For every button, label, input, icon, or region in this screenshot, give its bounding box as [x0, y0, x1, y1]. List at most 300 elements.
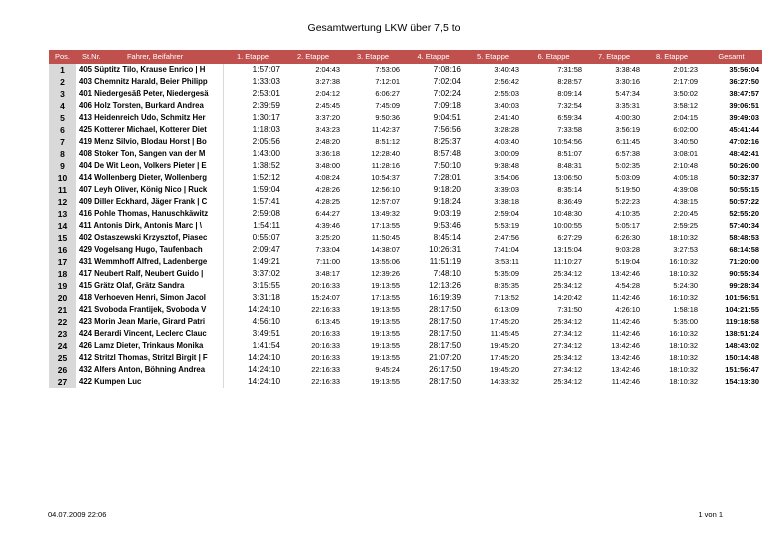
cell-total: 35:56:04 [729, 65, 759, 74]
cell-stage-8: 5:24:30 [673, 281, 698, 290]
cell-pos: 2 [49, 76, 76, 88]
cell-stage-7: 11:42:46 [611, 377, 640, 386]
cell-pos: 12 [49, 196, 76, 208]
cell-total: 90:55:34 [729, 269, 759, 278]
cell-stage-4: 9:04:51 [433, 113, 461, 122]
cell-stage-1: 2:39:59 [252, 101, 280, 110]
cell-stage-1: 1:43:00 [252, 149, 280, 158]
cell-driver: 406 Holz Torsten, Burkard Andrea [76, 100, 223, 112]
cell-stage-3: 10:54:37 [371, 173, 400, 182]
cell-stage-5: 2:47:56 [494, 233, 519, 242]
cell-stage-7: 13:42:46 [611, 341, 640, 350]
cell-stage-2: 20:16:33 [311, 353, 340, 362]
cell-stage-5: 5:35:09 [494, 269, 519, 278]
table-row [49, 340, 762, 352]
cell-total: 150:14:48 [725, 353, 759, 362]
cell-stage-2: 3:27:38 [315, 77, 340, 86]
header-stage-4: 4. Etappe [403, 50, 464, 64]
cell-stage-3: 13:49:32 [371, 209, 400, 218]
cell-pos: 16 [49, 244, 76, 256]
cell-stage-1: 1:52:12 [252, 173, 280, 182]
cell-stage-3: 12:57:07 [371, 197, 400, 206]
cell-stage-4: 7:02:24 [433, 89, 461, 98]
cell-stage-6: 8:09:14 [557, 89, 582, 98]
cell-stage-8: 3:40:50 [673, 137, 698, 146]
cell-driver: 431 Wemmhoff Alfred, Ladenberge [76, 256, 223, 268]
cell-driver: 412 Stritzl Thomas, Stritzl Birgit | F [76, 352, 223, 364]
cell-driver: 423 Morin Jean Marie, Girard Patri [76, 316, 223, 328]
header-stage-5: 5. Etappe [464, 50, 522, 64]
cell-stage-5: 2:56:42 [494, 77, 519, 86]
cell-stage-8: 1:58:18 [673, 305, 698, 314]
cell-driver: 407 Leyh Oliver, König Nico | Ruck [76, 184, 223, 196]
cell-stage-7: 3:35:31 [615, 101, 640, 110]
cell-stage-4: 11:51:19 [429, 257, 461, 266]
cell-stage-8: 3:27:53 [673, 245, 698, 254]
cell-stage-3: 13:55:06 [371, 257, 400, 266]
cell-stage-3: 7:45:09 [375, 101, 400, 110]
cell-stage-6: 8:48:31 [557, 161, 582, 170]
cell-stage-2: 15:24:07 [311, 293, 340, 302]
cell-stage-7: 6:11:45 [615, 137, 640, 146]
cell-stage-4: 7:56:56 [433, 125, 461, 134]
cell-stage-8: 16:10:32 [669, 257, 698, 266]
cell-stage-4: 8:45:14 [433, 233, 461, 242]
cell-stage-5: 8:35:35 [494, 281, 519, 290]
cell-total: 119:18:58 [725, 317, 759, 326]
cell-stage-7: 4:26:10 [615, 305, 640, 314]
cell-stage-1: 1:49:21 [252, 257, 280, 266]
cell-driver: 414 Wollenberg Dieter, Wollenberg [76, 172, 223, 184]
cell-stage-1: 1:57:07 [252, 65, 280, 74]
cell-total: 39:06:51 [729, 101, 759, 110]
cell-pos: 10 [49, 172, 76, 184]
cell-stage-5: 6:13:09 [494, 305, 519, 314]
cell-stage-3: 19:13:55 [371, 341, 400, 350]
cell-stage-2: 2:48:20 [315, 137, 340, 146]
cell-stage-1: 1:30:17 [252, 113, 280, 122]
cell-stage-4: 28:17:50 [429, 329, 461, 338]
table-header-row [49, 50, 762, 64]
cell-stage-7: 5:19:04 [615, 257, 640, 266]
cell-stage-6: 6:59:34 [557, 113, 582, 122]
cell-total: 154:13:30 [725, 377, 759, 386]
table-row [49, 232, 762, 244]
table-row [49, 148, 762, 160]
cell-stage-2: 2:45:45 [315, 101, 340, 110]
cell-stage-4: 28:17:50 [429, 377, 461, 386]
cell-stage-1: 1:41:54 [252, 341, 280, 350]
cell-stage-6: 8:36:49 [557, 197, 582, 206]
table-row [49, 280, 762, 292]
table-row [49, 352, 762, 364]
cell-total: 50:32:37 [729, 173, 759, 182]
cell-total: 104:21:55 [725, 305, 759, 314]
cell-total: 39:49:03 [729, 113, 759, 122]
cell-stage-3: 19:13:55 [371, 377, 400, 386]
cell-driver: 413 Heidenreich Udo, Schmitz Her [76, 112, 223, 124]
cell-stage-3: 11:42:37 [371, 125, 400, 134]
header-stage-7: 7. Etappe [585, 50, 643, 64]
header-stage-3: 3. Etappe [343, 50, 403, 64]
cell-stage-8: 18:10:32 [669, 377, 698, 386]
cell-stage-3: 12:28:40 [371, 149, 400, 158]
cell-stage-6: 7:31:50 [557, 305, 582, 314]
cell-driver: 408 Stoker Ton, Sangen van der M [76, 148, 223, 160]
cell-stage-6: 25:34:12 [553, 353, 582, 362]
cell-stage-7: 6:57:38 [615, 149, 640, 158]
cell-stage-3: 19:13:55 [371, 305, 400, 314]
cell-total: 101:56:51 [725, 293, 759, 302]
cell-stage-2: 2:04:43 [315, 65, 340, 74]
table-row [49, 304, 762, 316]
cell-stage-8: 18:10:32 [669, 365, 698, 374]
cell-stage-3: 14:38:07 [371, 245, 400, 254]
cell-stage-1: 4:56:10 [252, 317, 280, 326]
cell-stage-3: 19:13:55 [371, 329, 400, 338]
cell-stage-4: 7:50:10 [433, 161, 461, 170]
footer-date: 04.07.2009 22:06 [48, 510, 107, 519]
cell-stage-4: 7:02:04 [433, 77, 461, 86]
cell-stage-7: 3:38:48 [615, 65, 640, 74]
cell-stage-2: 6:44:27 [315, 209, 340, 218]
cell-stage-3: 12:56:10 [371, 185, 400, 194]
cell-stage-6: 6:27:29 [557, 233, 582, 242]
cell-stage-3: 19:13:55 [371, 317, 400, 326]
cell-stage-6: 8:28:57 [557, 77, 582, 86]
cell-driver: 429 Vogelsang Hugo, Taufenbach [76, 244, 223, 256]
cell-pos: 27 [49, 376, 76, 388]
cell-stage-1: 1:59:04 [252, 185, 280, 194]
cell-stage-2: 3:36:18 [315, 149, 340, 158]
cell-stage-3: 17:13:55 [371, 221, 400, 230]
cell-stage-2: 22:16:33 [311, 305, 340, 314]
header-stage-6: 6. Etappe [522, 50, 585, 64]
cell-total: 47:02:16 [729, 137, 759, 146]
cell-pos: 6 [49, 124, 76, 136]
cell-stage-4: 9:18:24 [433, 197, 461, 206]
cell-driver: 402 Ostaszewski Krzysztof, Piasec [76, 232, 223, 244]
cell-driver: 422 Kumpen Luc [76, 376, 223, 388]
table-row [49, 76, 762, 88]
table-row [49, 64, 762, 76]
cell-stage-8: 18:10:32 [669, 353, 698, 362]
cell-stage-8: 6:02:00 [673, 125, 698, 134]
cell-stage-7: 4:10:35 [615, 209, 640, 218]
cell-pos: 8 [49, 148, 76, 160]
cell-stage-2: 20:16:33 [311, 341, 340, 350]
table-row [49, 124, 762, 136]
cell-pos: 22 [49, 316, 76, 328]
cell-stage-5: 4:03:40 [494, 137, 519, 146]
cell-stage-2: 3:48:00 [315, 161, 340, 170]
table-row [49, 256, 762, 268]
cell-driver: 432 Alfers Anton, Böhning Andrea [76, 364, 223, 376]
cell-driver: 409 Diller Eckhard, Jäger Frank | C [76, 196, 223, 208]
table-row [49, 316, 762, 328]
cell-total: 138:51:24 [725, 329, 759, 338]
cell-total: 68:14:58 [729, 245, 759, 254]
cell-stage-7: 5:19:50 [615, 185, 640, 194]
cell-total: 45:41:44 [729, 125, 759, 134]
cell-pos: 5 [49, 112, 76, 124]
cell-stage-1: 3:31:18 [252, 293, 280, 302]
cell-stage-7: 6:26:30 [615, 233, 640, 242]
cell-driver: 417 Neubert Ralf, Neubert Guido | [76, 268, 223, 280]
table-row [49, 364, 762, 376]
cell-stage-2: 6:13:45 [315, 317, 340, 326]
cell-total: 148:43:02 [725, 341, 759, 350]
cell-stage-5: 2:41:40 [494, 113, 519, 122]
table-row [49, 208, 762, 220]
cell-stage-3: 12:39:26 [371, 269, 400, 278]
cell-stage-5: 7:13:52 [494, 293, 519, 302]
cell-stage-4: 26:17:50 [429, 365, 461, 374]
cell-stage-6: 25:34:12 [553, 269, 582, 278]
cell-stage-5: 7:41:04 [494, 245, 519, 254]
cell-stage-4: 9:03:19 [433, 209, 461, 218]
cell-stage-1: 14:24:10 [248, 377, 280, 386]
table-row [49, 268, 762, 280]
cell-stage-6: 11:10:27 [553, 257, 582, 266]
cell-total: 48:42:41 [729, 149, 759, 158]
cell-pos: 15 [49, 232, 76, 244]
cell-total: 36:27:50 [729, 77, 759, 86]
cell-stage-4: 7:08:16 [433, 65, 461, 74]
cell-pos: 23 [49, 328, 76, 340]
cell-stage-1: 2:59:08 [252, 209, 280, 218]
cell-stage-5: 9:38:48 [494, 161, 519, 170]
cell-stage-3: 9:50:36 [375, 113, 400, 122]
cell-pos: 24 [49, 340, 76, 352]
cell-stage-6: 8:51:07 [557, 149, 582, 158]
cell-stage-5: 3:54:06 [494, 173, 519, 182]
cell-stage-5: 11:45:45 [490, 329, 519, 338]
cell-stage-4: 28:17:50 [429, 305, 461, 314]
cell-stage-7: 4:00:30 [615, 113, 640, 122]
cell-pos: 20 [49, 292, 76, 304]
cell-driver: 424 Berardi Vincent, Leclerc Clauc [76, 328, 223, 340]
cell-stage-4: 8:25:37 [433, 137, 461, 146]
cell-stage-5: 19:45:20 [490, 365, 519, 374]
cell-stage-6: 25:34:12 [553, 377, 582, 386]
cell-driver: 401 Niedergesäß Peter, Niedergesä [76, 88, 223, 100]
cell-driver: 425 Kotterer Michael, Kotterer Diet [76, 124, 223, 136]
cell-stage-2: 20:16:33 [311, 329, 340, 338]
cell-stage-3: 9:45:24 [375, 365, 400, 374]
cell-stage-8: 2:17:09 [673, 77, 698, 86]
cell-stage-4: 10:26:31 [429, 245, 461, 254]
cell-stage-1: 1:38:52 [252, 161, 280, 170]
cell-pos: 25 [49, 352, 76, 364]
cell-stage-5: 3:53:11 [494, 257, 519, 266]
cell-stage-3: 8:51:12 [375, 137, 400, 146]
cell-stage-3: 11:28:16 [371, 161, 400, 170]
cell-stage-6: 27:34:12 [553, 341, 582, 350]
cell-stage-1: 3:15:55 [252, 281, 280, 290]
header-total: Gesamt [701, 50, 762, 64]
cell-stage-8: 3:50:02 [673, 89, 698, 98]
cell-stage-2: 3:37:20 [315, 113, 340, 122]
table-row [49, 100, 762, 112]
cell-stage-6: 27:34:12 [553, 329, 582, 338]
cell-pos: 21 [49, 304, 76, 316]
cell-driver: 404 De Wit Leon, Volkers Pieter | E [76, 160, 223, 172]
cell-stage-6: 14:20:42 [553, 293, 582, 302]
table-row [49, 220, 762, 232]
cell-stage-8: 18:10:32 [669, 269, 698, 278]
cell-stage-8: 3:08:01 [673, 149, 698, 158]
cell-stage-8: 2:01:23 [673, 65, 698, 74]
cell-stage-7: 13:42:46 [611, 269, 640, 278]
cell-stage-6: 10:00:55 [553, 221, 582, 230]
cell-stage-4: 12:13:26 [429, 281, 461, 290]
cell-driver: 411 Antonis Dirk, Antonis Marc | \ [76, 220, 223, 232]
cell-stage-5: 5:53:19 [494, 221, 519, 230]
cell-stage-8: 2:10:48 [673, 161, 698, 170]
cell-stage-4: 28:17:50 [429, 317, 461, 326]
header-pos: Pos. [49, 50, 76, 64]
cell-stage-5: 19:45:20 [490, 341, 519, 350]
cell-stage-8: 2:04:15 [673, 113, 698, 122]
table-row [49, 328, 762, 340]
cell-stage-1: 3:49:51 [252, 329, 280, 338]
header-fahrer: Fahrer, Beifahrer [126, 52, 184, 61]
cell-pos: 17 [49, 256, 76, 268]
cell-stage-4: 9:53:46 [433, 221, 461, 230]
header-stage-8: 8. Etappe [643, 50, 701, 64]
cell-stage-2: 4:08:24 [315, 173, 340, 182]
cell-stage-1: 1:54:11 [253, 221, 280, 230]
table-row [49, 244, 762, 256]
cell-stage-6: 10:54:56 [553, 137, 582, 146]
cell-stage-8: 2:20:45 [673, 209, 698, 218]
cell-total: 58:48:53 [729, 233, 759, 242]
cell-stage-2: 4:28:25 [315, 197, 340, 206]
cell-pos: 1 [49, 64, 76, 76]
cell-stage-8: 5:35:00 [673, 317, 698, 326]
cell-stage-7: 13:42:46 [611, 365, 640, 374]
cell-stage-4: 21:07:20 [429, 353, 461, 362]
cell-stage-5: 17:45:20 [490, 353, 519, 362]
cell-stage-2: 4:28:26 [315, 185, 340, 194]
cell-stage-8: 2:59:25 [673, 221, 698, 230]
cell-stage-3: 17:13:55 [371, 293, 400, 302]
cell-stage-7: 5:47:34 [615, 89, 640, 98]
cell-stage-1: 14:24:10 [248, 353, 280, 362]
cell-driver: 426 Lamz Dieter, Trinkaus Monika [76, 340, 223, 352]
cell-stage-1: 2:53:01 [252, 89, 280, 98]
table-row [49, 88, 762, 100]
cell-total: 38:47:57 [729, 89, 759, 98]
cell-pos: 18 [49, 268, 76, 280]
cell-pos: 3 [49, 88, 76, 100]
cell-stage-5: 3:40:43 [494, 65, 519, 74]
cell-stage-1: 1:33:03 [252, 77, 280, 86]
header-stage-2: 2. Etappe [283, 50, 343, 64]
cell-total: 52:55:20 [729, 209, 759, 218]
cell-stage-5: 3:38:18 [494, 197, 519, 206]
cell-stage-1: 0:55:07 [252, 233, 280, 242]
cell-stage-6: 10:48:30 [553, 209, 582, 218]
table-row [49, 112, 762, 124]
cell-stage-6: 25:34:12 [553, 281, 582, 290]
cell-stage-1: 2:05:56 [252, 137, 280, 146]
cell-stage-1: 14:24:10 [248, 305, 280, 314]
page-title: Gesamtwertung LKW über 7,5 to [307, 22, 461, 34]
cell-stage-5: 3:28:28 [494, 125, 519, 134]
cell-stage-8: 18:10:32 [669, 341, 698, 350]
cell-stage-8: 18:10:32 [669, 233, 698, 242]
cell-pos: 19 [49, 280, 76, 292]
cell-total: 57:40:34 [729, 221, 759, 230]
cell-stage-7: 5:02:35 [615, 161, 640, 170]
table-row [49, 196, 762, 208]
cell-stage-7: 3:56:19 [615, 125, 640, 134]
cell-stage-4: 28:17:50 [429, 341, 461, 350]
cell-stage-2: 7:33:04 [315, 245, 340, 254]
table-row [49, 184, 762, 196]
cell-pos: 4 [49, 100, 76, 112]
cell-stage-8: 3:58:12 [673, 101, 698, 110]
cell-stage-7: 11:42:46 [611, 317, 640, 326]
cell-stage-4: 8:57:48 [433, 149, 461, 158]
cell-pos: 7 [49, 136, 76, 148]
cell-driver: 416 Pohle Thomas, Hanuschkäwitz [76, 208, 223, 220]
cell-stage-1: 1:18:03 [252, 125, 280, 134]
cell-driver: 418 Verhoeven Henri, Simon Jacol [76, 292, 223, 304]
cell-stage-2: 20:16:33 [311, 281, 340, 290]
header-driver [76, 50, 223, 64]
cell-total: 71:20:00 [729, 257, 759, 266]
cell-stage-6: 7:33:58 [557, 125, 582, 134]
cell-stage-8: 16:10:32 [669, 293, 698, 302]
cell-stage-1: 1:57:41 [252, 197, 280, 206]
cell-stage-6: 7:32:54 [557, 101, 582, 110]
table-row [49, 172, 762, 184]
cell-stage-5: 2:59:04 [494, 209, 519, 218]
cell-stage-7: 11:42:46 [611, 329, 640, 338]
cell-driver: 421 Svoboda Frantijek, Svoboda V [76, 304, 223, 316]
cell-stage-1: 14:24:10 [248, 365, 280, 374]
results-table [49, 50, 763, 388]
cell-pos: 26 [49, 364, 76, 376]
cell-pos: 11 [49, 184, 76, 196]
footer-page-number: 1 von 1 [698, 510, 723, 519]
cell-driver: 419 Menz Silvio, Blodau Horst | Bo [76, 136, 223, 148]
cell-stage-2: 3:48:17 [315, 269, 340, 278]
cell-stage-6: 8:35:14 [557, 185, 582, 194]
cell-total: 50:57:22 [729, 197, 759, 206]
cell-stage-7: 13:42:46 [611, 353, 640, 362]
cell-stage-5: 3:00:09 [494, 149, 519, 158]
table-row [49, 376, 762, 388]
cell-stage-7: 11:42:46 [611, 293, 640, 302]
cell-stage-4: 16:19:39 [429, 293, 461, 302]
cell-stage-3: 6:06:27 [375, 89, 400, 98]
cell-stage-5: 2:55:03 [494, 89, 519, 98]
header-stnr: St.Nr. [82, 52, 101, 61]
cell-total: 99:28:34 [729, 281, 759, 290]
cell-stage-4: 7:48:10 [433, 269, 461, 278]
cell-stage-6: 13:15:04 [553, 245, 582, 254]
cell-stage-3: 7:12:01 [375, 77, 400, 86]
cell-pos: 14 [49, 220, 76, 232]
cell-stage-4: 7:28:01 [433, 173, 461, 182]
table-row [49, 160, 762, 172]
cell-stage-1: 3:37:02 [252, 269, 280, 278]
cell-stage-4: 9:18:20 [433, 185, 461, 194]
